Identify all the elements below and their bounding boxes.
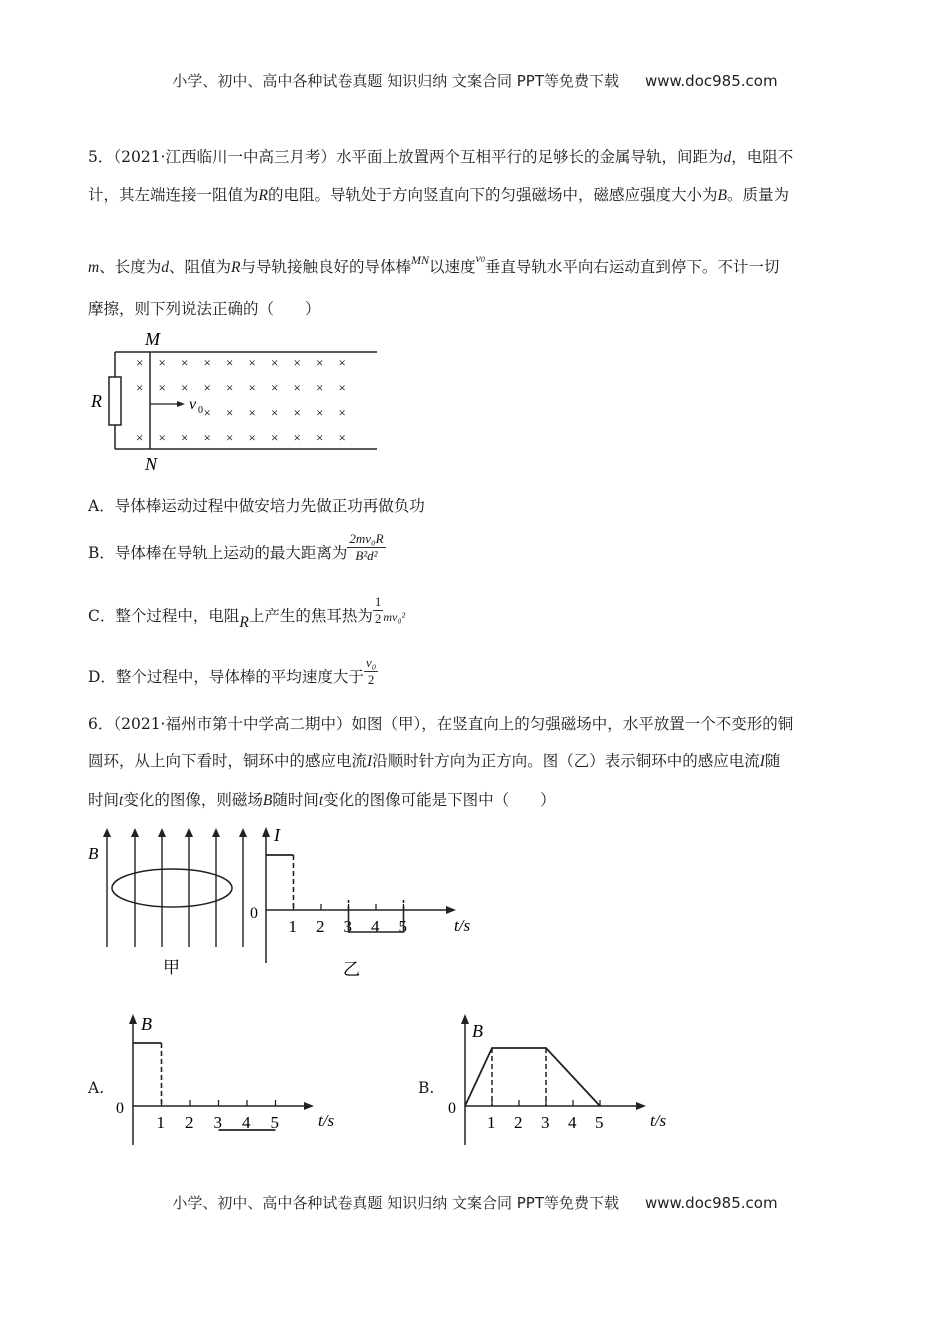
q6-text: 6．（2021·福州市第十中学高二期中）如图（甲），在竖直向上的匀强磁场中，水平放置一个不变形的铜 — [88, 715, 794, 733]
tick-label: 3 — [541, 1113, 550, 1132]
field-crosses — [136, 355, 346, 445]
option-text: B．导体棒在导轨上运动的最大距离为 — [88, 544, 348, 562]
b-y-label: B — [472, 1021, 483, 1041]
field-cross: × — [158, 380, 166, 395]
q6-text: 时间 — [88, 791, 120, 809]
header-text: 小学、初中、高中各种试卷真题 知识归纳 文案合同 PPT等免费下载 — [172, 72, 619, 90]
field-cross: × — [316, 405, 324, 420]
field-cross: × — [226, 405, 234, 420]
tick-label: 1 — [288, 917, 297, 936]
q5-option-b[interactable] — [88, 530, 386, 564]
q6-option-b-label[interactable]: B. — [418, 1079, 435, 1097]
q6-text: 随 — [764, 752, 781, 770]
var-m: m — [88, 259, 100, 276]
q6-text: 随时间 — [272, 791, 319, 809]
q6-line1 — [88, 714, 793, 734]
a-origin: 0 — [116, 1100, 124, 1117]
var-R: R — [239, 614, 249, 631]
field-line-arrow — [239, 828, 247, 837]
q6-option-a-label[interactable]: A. — [88, 1079, 105, 1097]
page-footer — [0, 1192, 950, 1213]
field-cross: × — [203, 405, 211, 420]
field-cross: × — [248, 355, 256, 370]
fraction-num: 2mv₀R — [349, 530, 384, 546]
b-x-label: t/s — [650, 1111, 667, 1130]
var-B: B — [262, 792, 273, 809]
q5-line3 — [88, 248, 779, 278]
field-cross: × — [338, 405, 346, 420]
velocity-label: v — [189, 396, 197, 413]
field-cross: × — [203, 430, 211, 445]
field-line-arrow — [185, 828, 193, 837]
q6-text: 沿顺时针方向为正方向。图（乙）表示铜环中的感应电流 — [372, 752, 760, 770]
fraction-den: 2 — [367, 671, 375, 687]
yi-origin: 0 — [250, 905, 258, 922]
q5-text: 摩擦，则下列说法正确的（ ） — [88, 300, 321, 318]
tick-label: 4 — [371, 917, 380, 936]
tick-label: 2 — [514, 1113, 523, 1132]
field-line-arrow — [131, 828, 139, 837]
tick-label: 1 — [487, 1113, 496, 1132]
page-header — [0, 70, 950, 91]
yi-caption: 乙 — [343, 960, 360, 979]
fraction — [364, 655, 378, 688]
q5-option-a[interactable] — [88, 496, 425, 516]
field-lines — [103, 828, 247, 947]
a-x-label: t/s — [318, 1111, 335, 1130]
tick-label: 3 — [343, 917, 352, 936]
yi-x-label: t/s — [454, 916, 471, 935]
q6-option-b-graph[interactable] — [445, 1010, 705, 1150]
b-trapezoid — [465, 1048, 600, 1106]
velocity-label-sub: 0 — [198, 405, 203, 416]
field-line-arrow — [103, 828, 111, 837]
field-cross: × — [181, 380, 189, 395]
label-M: M — [145, 329, 160, 349]
field-cross: × — [181, 430, 189, 445]
q5-text: 垂直导轨水平向右运动直到停下。不计一切 — [484, 258, 780, 276]
q5-text: 以速度 — [428, 258, 476, 276]
field-line-arrow — [158, 828, 166, 837]
formula-tail: mv₀² — [383, 610, 406, 624]
label-N: N — [145, 454, 158, 474]
q5-text: 、长度为 — [99, 258, 162, 276]
q5-text: 与导轨接触良好的导体棒 — [240, 258, 411, 276]
field-line-arrow — [212, 828, 220, 837]
q5-text: 。质量为 — [726, 186, 789, 204]
tick-label: 2 — [316, 917, 325, 936]
fraction — [373, 594, 384, 627]
jia-caption: 甲 — [163, 958, 180, 977]
a-y-label: B — [141, 1014, 152, 1034]
q5-option-d[interactable] — [88, 654, 378, 688]
var-I: I — [759, 753, 765, 770]
copper-ring — [112, 869, 232, 907]
var-t: t — [119, 792, 124, 809]
option-text: 上产生的焦耳热为 — [248, 607, 373, 625]
var-MN: MN — [410, 253, 429, 267]
q5-text: 5．（2021·江西临川一中高三月考）水平面上放置两个互相平行的足够长的金属导轨，间距为 — [88, 148, 724, 166]
field-cross: × — [271, 355, 279, 370]
field-cross: × — [248, 405, 256, 420]
header-site: www.doc985.com — [644, 72, 778, 90]
field-cross: × — [203, 380, 211, 395]
q6-text: 圆环，从上向下看时，铜环中的感应电流 — [88, 752, 368, 770]
field-cross: × — [338, 380, 346, 395]
q5-text: 、阻值为 — [168, 258, 231, 276]
field-cross: × — [136, 380, 144, 395]
tick-label: 1 — [156, 1113, 165, 1132]
field-cross: × — [248, 380, 256, 395]
fraction — [347, 531, 385, 564]
field-cross: × — [316, 430, 324, 445]
field-cross: × — [271, 380, 279, 395]
q5-line1 — [88, 147, 793, 168]
field-cross: × — [158, 355, 166, 370]
footer-site: www.doc985.com — [644, 1194, 778, 1212]
tick-label: 3 — [213, 1113, 222, 1132]
var-R: R — [230, 259, 241, 276]
q5-text: ，电阻不 — [731, 148, 794, 166]
q5-text: 计，其左端连接一阻值为 — [88, 186, 259, 204]
field-cross: × — [316, 380, 324, 395]
fraction-num: 1 — [374, 593, 382, 609]
resistor — [109, 377, 121, 425]
tick-label: 2 — [185, 1113, 194, 1132]
field-cross: × — [293, 430, 301, 445]
tick-label: 4 — [242, 1113, 251, 1132]
q5-rails-figure — [88, 325, 388, 475]
yi-y-label: I — [274, 825, 280, 845]
q6-line2 — [88, 751, 780, 772]
fraction-den: B²d² — [355, 547, 378, 563]
field-cross: × — [226, 430, 234, 445]
q5-line2 — [88, 185, 789, 206]
b-origin: 0 — [448, 1100, 456, 1117]
q6-option-a-graph[interactable] — [113, 1010, 373, 1150]
q5-option-c[interactable] — [88, 593, 406, 633]
field-cross: × — [271, 430, 279, 445]
q5-line4 — [88, 299, 321, 319]
field-cross: × — [271, 405, 279, 420]
field-cross: × — [226, 355, 234, 370]
jia-B-label: B — [88, 844, 99, 863]
tick-label: 5 — [398, 917, 407, 936]
var-t: t — [318, 792, 324, 809]
var-v0: v — [475, 251, 481, 265]
var-B: B — [717, 187, 727, 204]
var-v0-sub: 0 — [480, 255, 485, 264]
field-cross: × — [158, 430, 166, 445]
q6-text: 变化的图像，则磁场 — [123, 791, 263, 809]
field-cross: × — [316, 355, 324, 370]
tick-label: 4 — [568, 1113, 577, 1132]
resistor-label: R — [91, 391, 102, 411]
var-d: d — [161, 259, 169, 276]
fig-yi — [250, 825, 490, 980]
fraction-den: 2 — [374, 610, 382, 626]
tick-label: 5 — [270, 1113, 279, 1132]
var-I: I — [367, 753, 373, 770]
field-cross: × — [293, 380, 301, 395]
option-text: A．导体棒运动过程中做安培力先做正功再做负功 — [88, 497, 425, 515]
field-cross: × — [338, 355, 346, 370]
q5-text: 的电阻。导轨处于方向竖直向下的匀强磁场中，磁感应强度大小为 — [267, 186, 718, 204]
fig-jia — [85, 825, 255, 980]
field-cross: × — [293, 405, 301, 420]
option-text: D．整个过程中，导体棒的平均速度大于 — [88, 668, 364, 686]
var-d: d — [723, 149, 732, 166]
footer-text: 小学、初中、高中各种试卷真题 知识归纳 文案合同 PPT等免费下载 — [172, 1194, 619, 1212]
field-cross: × — [293, 355, 301, 370]
field-cross: × — [136, 355, 144, 370]
field-cross: × — [248, 430, 256, 445]
option-text: C．整个过程中，电阻 — [88, 607, 240, 625]
field-cross: × — [136, 430, 144, 445]
tick-label: 5 — [595, 1113, 604, 1132]
field-cross: × — [226, 380, 234, 395]
fraction-num: v₀ — [365, 654, 377, 670]
field-cross: × — [203, 355, 211, 370]
q6-line3 — [88, 790, 556, 811]
var-R: R — [258, 187, 268, 204]
field-cross: × — [181, 355, 189, 370]
q6-text: 变化的图像可能是下图中（ ） — [323, 791, 556, 809]
field-cross: × — [338, 430, 346, 445]
